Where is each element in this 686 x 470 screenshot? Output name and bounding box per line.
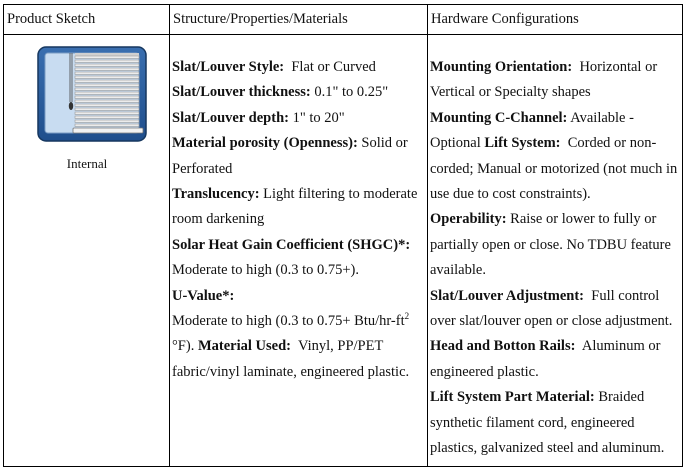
hw-label: Operability: [430,211,507,228]
window-blind-icon [37,46,147,142]
prop-value: Solid or Perforated [172,135,408,177]
prop-label: Slat/Louver depth: [172,109,289,126]
hw-label: Mounting Orientation: [430,59,573,75]
hw-label: Lift System Part Material: [430,389,595,406]
prop-label: Slat/Louver thickness: [172,84,311,101]
hw-part-material [430,385,684,461]
hw-label: Lift System: [484,135,561,152]
prop-depth [172,106,426,131]
prop-label: Material Used: [197,338,291,355]
sketch-caption: Internal [66,156,108,171]
hardware-text [430,55,684,462]
prop-uvalue [172,284,426,386]
prop-value: 0.1" to 0.25" [314,84,389,101]
hw-cchannel-lift [430,106,684,208]
prop-shgc [172,233,426,284]
prop-label: Material porosity (Openness): [172,135,358,152]
hw-rails [430,334,684,385]
hw-orientation [430,55,684,106]
prop-unit: °F). [172,338,195,355]
prop-label: Solar Heat Gain Coefficient (SHGC)*: [172,236,411,253]
hw-value: Raise or lower to fully or partially open or close. No TDBU feature available. [430,211,671,279]
prop-label: Translucency: [172,186,260,203]
hw-label: Head and Botton Rails: [430,338,576,355]
prop-value: Moderate to high (0.3 to 0.75+ Btu/hr-ft [172,313,405,330]
hw-label: Mounting C-Channel: [430,109,568,126]
prop-label: Slat/Louver Style: [172,59,285,75]
prop-superscript: 2 [404,311,410,322]
prop-value: 1" to 20" [292,109,345,126]
hw-adjustment [430,284,684,335]
hw-value: Aluminum or engineered plastic. [430,338,661,380]
hw-value: Corded or non-corded; Manual or motorized (not much in use due to cost constraints). [430,135,678,203]
spec-table [3,4,683,467]
prop-slat-style [172,55,426,80]
hw-value: Horizontal or Vertical or Specialty shapes [430,59,658,101]
prop-label: U-Value*: [172,287,235,304]
hw-value: Braided synthetic filament cord, engineered plastics, galvanized steel and aluminum. [430,389,665,457]
header-structure: Structure/Properties/Materials [173,11,348,27]
structure-text [172,55,426,385]
prop-porosity [172,131,426,182]
hw-value: Full control over slat/louver open or close adjustment. [430,287,673,330]
prop-thickness [172,80,426,105]
prop-translucency [172,182,426,233]
hw-value: Available - Optional [430,109,634,152]
prop-value: Light filtering to moderate room darkening [172,186,418,228]
header-hardware: Hardware Configurations [431,11,579,27]
prop-value: Flat or Curved [291,59,376,75]
prop-value: Vinyl, PP/PET fabric/vinyl laminate, engineered plastic. [172,338,410,380]
hw-label: Slat/Louver Adjustment: [430,287,585,304]
hw-operability [430,207,684,283]
header-product-sketch: Product Sketch [7,11,96,27]
prop-value: Moderate to high (0.3 to 0.75+). [172,262,359,279]
